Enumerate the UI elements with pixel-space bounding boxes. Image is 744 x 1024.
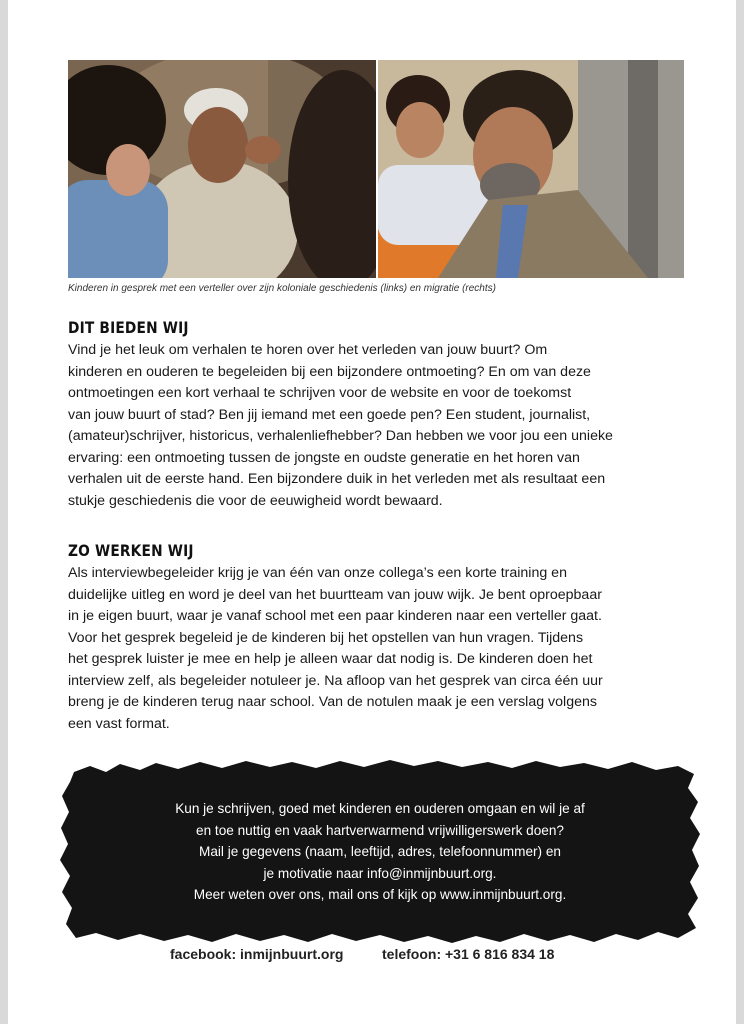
paragraph-line: in je eigen buurt, waar je vanaf school met een paar kinderen naar een verteller gaat.: [68, 608, 602, 624]
paragraph-line: ervaring: een ontmoeting tussen de jongste en oudste generatie en het horen van: [68, 449, 580, 466]
flyer-page: [8, 0, 736, 1024]
section-body-offer: [68, 340, 708, 512]
section-body-how-we-work: [68, 563, 708, 735]
paragraph-line: stukje geschiedenis die voor de eeuwigheid wordt bewaard.: [68, 492, 443, 509]
photo-storyteller-right: [378, 60, 684, 278]
banner-line: Kun je schrijven, goed met kinderen en ouderen omgaan en wil je af: [175, 801, 585, 816]
banner-line: Mail je gegevens (naam, leeftijd, adres, telefoonnummer) en: [199, 844, 561, 860]
paragraph-line: Vind je het leuk om verhalen te horen over het verleden van jouw buurt? Om: [68, 342, 548, 358]
section-heading-how-we-work: ZO WERKEN WIJ: [68, 541, 194, 560]
paragraph-line: verhalen uit de eerste hand. Een bijzondere duik in het verleden met als resultaat een: [68, 471, 606, 487]
paragraph-line: een vast format.: [68, 715, 170, 732]
banner-line[interactable]: Meer weten over ons, mail ons of kijk op www.inmijnbuurt.org.: [193, 887, 567, 903]
paragraph-line: ontmoetingen een kort verhaal te schrijven voor de website en voor de toekomst: [68, 385, 572, 401]
paragraph-line: Als interviewbegeleider krijg je van één van onze collega’s een korte training en: [68, 565, 567, 581]
section-heading-offer: DIT BIEDEN WIJ: [68, 318, 189, 337]
photo-right-illustration: [378, 60, 684, 278]
paragraph-line: breng je de kinderen terug naar school. Van de notulen maak je een verslag volgens: [68, 694, 597, 710]
paragraph-line: Voor het gesprek begeleid je de kinderen bij het opstellen van hun vragen. Tijdens: [68, 629, 584, 646]
banner-line: en toe nuttig en vaak hartverwarmend vrijwilligerswerk doen?: [196, 822, 564, 838]
paragraph-line: duidelijke uitleg en word je deel van het buurtteam van jouw wijk. Je bent oproepbaar: [68, 586, 602, 603]
banner-line[interactable]: je motivatie naar info@inmijnbuurt.org.: [263, 865, 497, 881]
call-to-action-banner: [60, 758, 700, 944]
paragraph-line: het gesprek luister je mee en help je alleen waar dat nodig is. De kinderen doen het: [68, 651, 593, 667]
paragraph-line: (amateur)schrijver, historicus, verhalenliefhebber? Dan hebben we voor jou een unieke: [68, 428, 613, 444]
facebook-link[interactable]: facebook: inmijnbuurt.org: [170, 946, 344, 962]
photo-caption: Kinderen in gesprek met een verteller over zijn koloniale geschiedenis (links) en migratie (rechts): [68, 283, 496, 294]
banner-text: [60, 798, 700, 906]
photo-storyteller-left: [68, 60, 376, 278]
paragraph-line: kinderen en ouderen te begeleiden bij een bijzondere ontmoeting? En om van deze: [68, 363, 591, 380]
photo-left-illustration: [68, 60, 376, 278]
paragraph-line: interview zelf, als begeleider notuleer je. Na afloop van het gesprek van circa één uur: [68, 672, 603, 689]
phone-number[interactable]: telefoon: +31 6 816 834 18: [382, 946, 555, 962]
paragraph-line: van jouw buurt of stad? Ben jij iemand met een goede pen? Een student, journalist,: [68, 406, 591, 423]
